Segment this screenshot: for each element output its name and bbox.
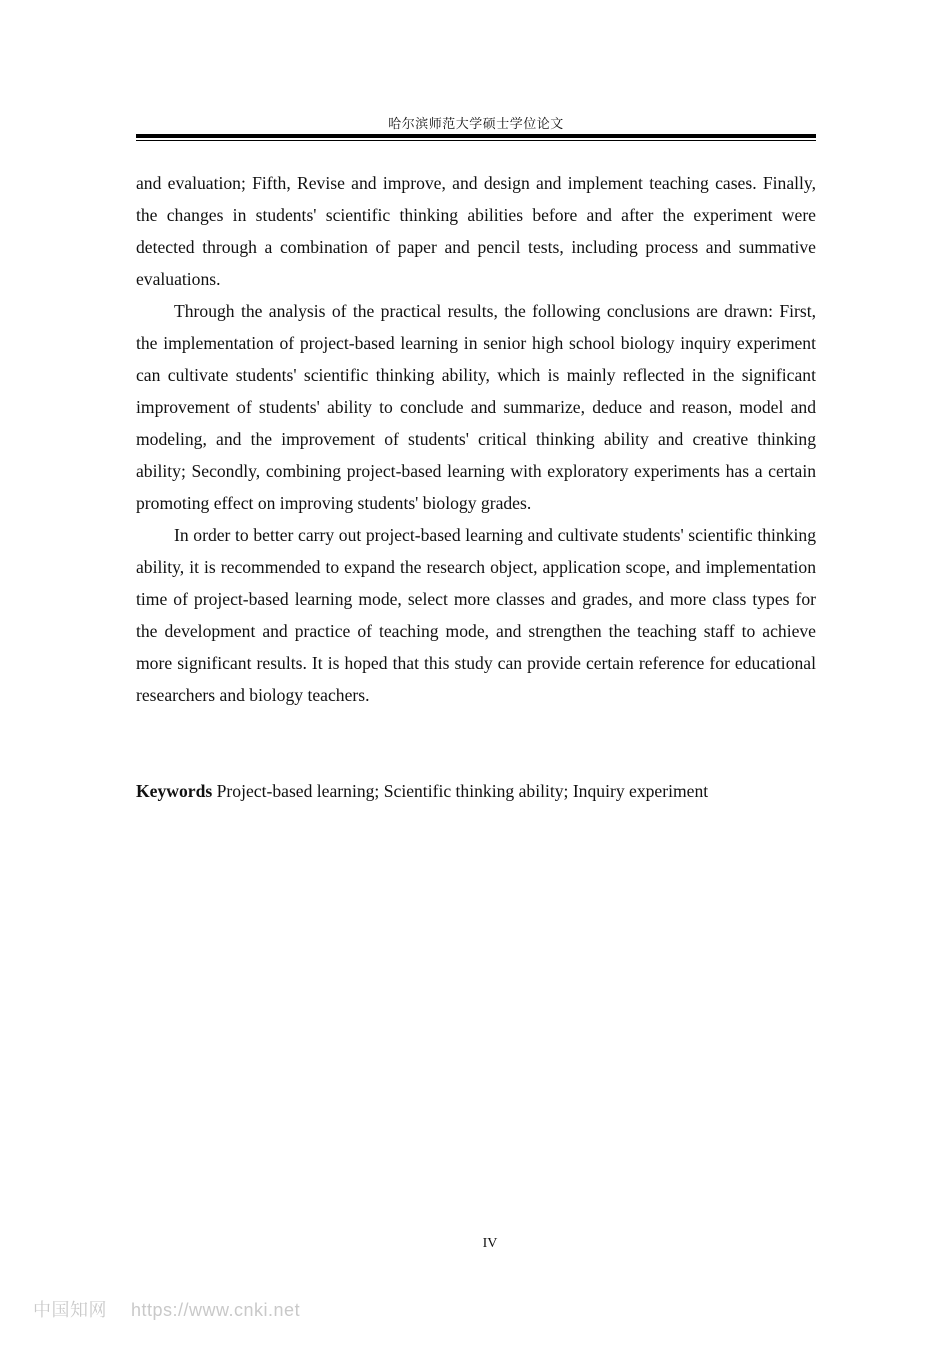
abstract-paragraph-recommendations: In order to better carry out project-based learning and cultivate students' scientific thinking ability, it is recommended to expand the research object, application scope, and implementation time of project-based learning mode, select more classes and grades, and more class types for the development and practice of teaching mode, and strengthen the teaching staff to achieve more significant results. It is hoped that this study can provide certain reference for educational researchers and biology teachers. bbox=[136, 525, 816, 705]
abstract-paragraph-continued: and evaluation; Fifth, Revise and improve, and design and implement teaching cases. Finally, the changes in students' scientific thinking abilities before and after the experiment were detected through a combination of paper and pencil tests, including process and summative evaluations. bbox=[136, 173, 816, 289]
keywords-line bbox=[136, 775, 816, 807]
abstract-paragraph-conclusions: Through the analysis of the practical results, the following conclusions are drawn: First, the implementation of project-based learning in senior high school biology inquiry experiment can cultivate students' scientific thinking ability, which is mainly reflected in the significant improvement of students' ability to conclude and summarize, deduce and reason, model and modeling, and the improvement of students' critical thinking ability and creative thinking ability; Secondly, combining project-based learning with exploratory experiments has a certain promoting effect on improving students' biology grades. bbox=[136, 301, 816, 513]
abstract-body bbox=[136, 167, 816, 711]
header-rule-thick bbox=[136, 134, 816, 138]
keywords-label: Keywords bbox=[136, 781, 213, 801]
keywords-text: Project-based learning; Scientific thinking ability; Inquiry experiment bbox=[216, 781, 709, 801]
watermark-url: https://www.cnki.net bbox=[131, 1300, 301, 1320]
header-rule-thin bbox=[136, 140, 816, 141]
page-number: IV bbox=[482, 1236, 498, 1251]
cnki-watermark bbox=[33, 1296, 300, 1322]
watermark-name: 中国知网 bbox=[33, 1300, 107, 1321]
running-header: 哈尔滨师范大学硕士学位论文 bbox=[388, 117, 564, 132]
